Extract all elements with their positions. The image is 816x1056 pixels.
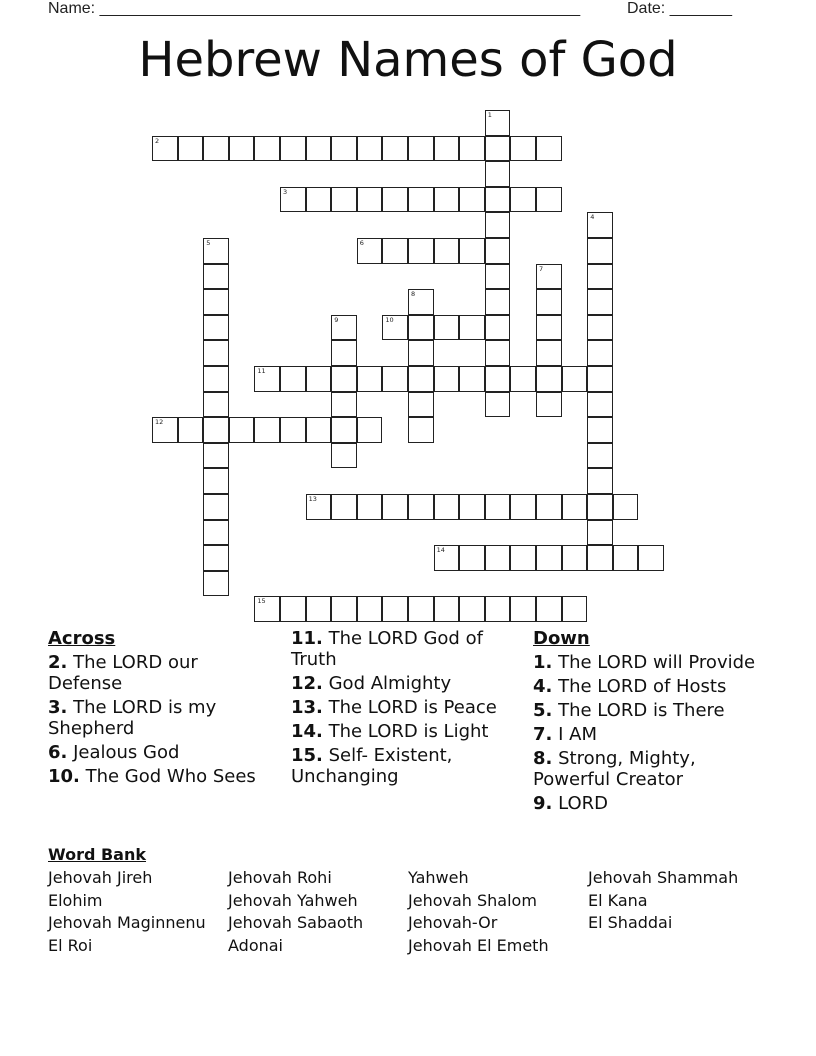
grid-cell[interactable] [254, 417, 280, 443]
word-bank-item: Adonai [228, 936, 283, 955]
grid-cell[interactable] [203, 520, 229, 546]
grid-cell[interactable] [536, 494, 562, 520]
grid-cell[interactable] [485, 340, 511, 366]
clue-number-label: 6. [48, 742, 68, 763]
grid-cell[interactable] [510, 366, 536, 392]
grid-cell[interactable] [459, 315, 485, 341]
clue-number-label: 7. [533, 724, 553, 745]
clue-number-label: 5. [533, 700, 553, 721]
grid-cell[interactable] [510, 187, 536, 213]
clue-number: 6 [359, 239, 364, 247]
grid-cell[interactable] [203, 340, 229, 366]
word-bank-item: Jehovah Shalom [408, 891, 537, 910]
clue-number-label: 14. [291, 721, 323, 742]
grid-cell[interactable] [357, 494, 383, 520]
clue-text: The LORD is Light [322, 721, 489, 742]
grid-cell[interactable] [613, 545, 639, 571]
grid-cell[interactable] [587, 315, 613, 341]
clue-item [533, 676, 758, 697]
grid-cell[interactable] [485, 238, 511, 264]
grid-cell[interactable] [306, 494, 332, 520]
grid-cell[interactable] [408, 315, 434, 341]
clue-text: I AM [552, 724, 597, 745]
grid-cell[interactable] [587, 417, 613, 443]
grid-cell[interactable] [382, 136, 408, 162]
grid-cell[interactable] [434, 238, 460, 264]
grid-cell[interactable] [203, 545, 229, 571]
grid-cell[interactable] [408, 136, 434, 162]
grid-cell[interactable] [331, 392, 357, 418]
grid-cell[interactable] [536, 392, 562, 418]
clue-number: 10 [385, 315, 394, 324]
grid-cell[interactable] [562, 545, 588, 571]
grid-cell[interactable] [587, 289, 613, 315]
grid-cell[interactable] [562, 494, 588, 520]
grid-cell[interactable] [587, 212, 613, 238]
clue-number-label: 9. [533, 793, 553, 814]
grid-cell[interactable] [459, 187, 485, 213]
across-heading: Across [48, 628, 116, 649]
grid-cell[interactable] [485, 161, 511, 187]
grid-cell[interactable] [280, 187, 306, 213]
grid-cell[interactable] [536, 187, 562, 213]
grid-cell[interactable] [152, 417, 178, 443]
grid-cell[interactable] [306, 136, 332, 162]
clue-item [533, 652, 758, 673]
grid-cell[interactable] [408, 494, 434, 520]
grid-cell[interactable] [203, 443, 229, 469]
clue-text: The LORD is my Shepherd [48, 697, 217, 739]
clue-number-label: 2. [48, 652, 68, 673]
grid-cell[interactable] [357, 596, 383, 622]
grid-cell[interactable] [459, 136, 485, 162]
grid-cell[interactable] [408, 289, 434, 315]
word-bank-item: Jehovah Shammah [588, 868, 739, 887]
clue-number: 4 [590, 213, 595, 222]
grid-cell[interactable] [203, 264, 229, 290]
grid-cell[interactable] [485, 366, 511, 392]
clue-number-label: 11. [291, 628, 323, 649]
grid-cell[interactable] [203, 289, 229, 315]
grid-cell[interactable] [485, 494, 511, 520]
grid-cell[interactable] [178, 417, 204, 443]
grid-cell[interactable] [485, 289, 511, 315]
word-bank-item: Elohim [48, 891, 103, 910]
grid-cell[interactable] [587, 238, 613, 264]
grid-cell[interactable] [203, 238, 229, 264]
grid-cell[interactable] [459, 545, 485, 571]
grid-cell[interactable] [203, 494, 229, 520]
grid-cell[interactable] [254, 596, 280, 622]
grid-cell[interactable] [485, 596, 511, 622]
clue-number-label: 10. [48, 766, 80, 787]
grid-cell[interactable] [382, 238, 408, 264]
grid-cell[interactable] [459, 238, 485, 264]
grid-cell[interactable] [203, 136, 229, 162]
clue-number-label: 8. [533, 748, 553, 769]
clue-text: The God Who Sees [79, 766, 256, 787]
grid-cell[interactable] [152, 136, 178, 162]
grid-cell[interactable] [408, 340, 434, 366]
grid-cell[interactable] [510, 545, 536, 571]
grid-cell[interactable] [382, 315, 408, 341]
grid-cell[interactable] [357, 417, 383, 443]
down-heading: Down [533, 628, 590, 649]
across-clues [48, 628, 273, 790]
clue-text: The LORD of Hosts [552, 676, 727, 697]
grid-cell[interactable] [382, 366, 408, 392]
grid-cell[interactable] [331, 136, 357, 162]
grid-cell[interactable] [638, 545, 664, 571]
word-bank-title: Word Bank [48, 845, 147, 864]
clue-text: The LORD is Peace [322, 697, 497, 718]
page-title: Hebrew Names of God [138, 32, 678, 88]
grid-cell[interactable] [485, 264, 511, 290]
grid-cell[interactable] [178, 136, 204, 162]
clue-item [291, 673, 516, 694]
name-field-label: Name: ______________________________________________________ [48, 0, 581, 17]
grid-cell[interactable] [280, 366, 306, 392]
grid-cell[interactable] [485, 212, 511, 238]
clue-number: 15 [257, 597, 266, 606]
grid-cell[interactable] [408, 187, 434, 213]
clue-item [48, 652, 273, 694]
grid-cell[interactable] [485, 187, 511, 213]
grid-cell[interactable] [357, 136, 383, 162]
grid-cell[interactable] [357, 366, 383, 392]
clue-item [533, 724, 758, 745]
grid-cell[interactable] [434, 596, 460, 622]
word-bank-item: Jehovah Rohi [228, 868, 332, 887]
grid-cell[interactable] [203, 571, 229, 597]
grid-cell[interactable] [331, 315, 357, 341]
grid-cell[interactable] [587, 520, 613, 546]
grid-cell[interactable] [434, 315, 460, 341]
word-bank-item: El Shaddai [588, 913, 673, 932]
grid-cell[interactable] [434, 494, 460, 520]
grid-cell[interactable] [408, 392, 434, 418]
across-clues-continued [291, 628, 516, 790]
clue-number: 11 [257, 367, 266, 375]
clue-number-label: 4. [533, 676, 553, 697]
clue-text: LORD [552, 793, 609, 814]
grid-cell[interactable] [459, 366, 485, 392]
word-bank-item: Jehovah El Emeth [408, 936, 549, 955]
grid-cell[interactable] [357, 238, 383, 264]
grid-cell[interactable] [434, 187, 460, 213]
grid-cell[interactable] [510, 494, 536, 520]
clue-number: 1 [487, 111, 492, 119]
clue-number-label: 1. [533, 652, 553, 673]
grid-cell[interactable] [536, 264, 562, 290]
clue-number: 12 [155, 418, 164, 427]
word-bank-item: El Roi [48, 936, 93, 955]
clue-number: 2 [155, 136, 160, 145]
clue-number: 7 [539, 264, 544, 273]
grid-cell[interactable] [536, 315, 562, 341]
grid-cell[interactable] [485, 392, 511, 418]
grid-cell[interactable] [306, 417, 332, 443]
grid-cell[interactable] [510, 136, 536, 162]
clue-text: The LORD God of Truth [291, 628, 483, 670]
clue-number-label: 12. [291, 673, 323, 694]
grid-cell[interactable] [613, 494, 639, 520]
grid-cell[interactable] [510, 596, 536, 622]
grid-cell[interactable] [587, 340, 613, 366]
grid-cell[interactable] [536, 366, 562, 392]
grid-cell[interactable] [357, 187, 383, 213]
clue-item [533, 793, 758, 814]
grid-cell[interactable] [587, 392, 613, 418]
grid-cell[interactable] [280, 136, 306, 162]
grid-cell[interactable] [408, 366, 434, 392]
grid-cell[interactable] [254, 366, 280, 392]
clue-item [291, 745, 516, 787]
clue-text: The LORD our Defense [48, 652, 198, 694]
word-bank-item: El Kana [588, 891, 648, 910]
clue-number: 14 [436, 546, 445, 555]
grid-cell[interactable] [331, 596, 357, 622]
clue-number-label: 3. [48, 697, 68, 718]
grid-cell[interactable] [331, 443, 357, 469]
grid-cell[interactable] [587, 545, 613, 571]
grid-cell[interactable] [562, 596, 588, 622]
grid-cell[interactable] [536, 289, 562, 315]
grid-cell[interactable] [536, 545, 562, 571]
grid-cell[interactable] [331, 494, 357, 520]
clue-text: God Almighty [322, 673, 452, 694]
grid-cell[interactable] [587, 264, 613, 290]
clue-number: 5 [206, 239, 211, 247]
word-bank-item: Jehovah Yahweh [228, 891, 358, 910]
word-bank-item: Jehovah-Or [408, 913, 498, 932]
grid-cell[interactable] [485, 110, 511, 136]
grid-cell[interactable] [203, 417, 229, 443]
clue-text: The LORD will Provide [552, 652, 756, 673]
grid-cell[interactable] [331, 366, 357, 392]
grid-cell[interactable] [587, 468, 613, 494]
grid-cell[interactable] [280, 596, 306, 622]
grid-cell[interactable] [408, 417, 434, 443]
grid-cell[interactable] [306, 187, 332, 213]
clue-number: 3 [283, 187, 288, 196]
grid-cell[interactable] [306, 596, 332, 622]
grid-cell[interactable] [485, 136, 511, 162]
grid-cell[interactable] [587, 443, 613, 469]
grid-cell[interactable] [382, 596, 408, 622]
grid-cell[interactable] [536, 596, 562, 622]
grid-cell[interactable] [331, 340, 357, 366]
word-bank-item: Jehovah Jireh [48, 868, 153, 887]
grid-cell[interactable] [536, 136, 562, 162]
clue-item [291, 721, 516, 742]
grid-cell[interactable] [331, 187, 357, 213]
grid-cell[interactable] [254, 136, 280, 162]
clue-item [533, 748, 758, 790]
clue-item [291, 628, 516, 670]
clue-item [48, 697, 273, 739]
grid-cell[interactable] [408, 238, 434, 264]
grid-cell[interactable] [382, 187, 408, 213]
grid-cell[interactable] [536, 340, 562, 366]
word-bank-item: Yahweh [408, 868, 469, 887]
clue-item [533, 700, 758, 721]
grid-cell[interactable] [408, 596, 434, 622]
clue-number: 9 [334, 315, 339, 324]
grid-cell[interactable] [587, 494, 613, 520]
grid-cell[interactable] [229, 136, 255, 162]
clue-text: Self- Existent, Unchanging [291, 745, 453, 787]
grid-cell[interactable] [485, 545, 511, 571]
grid-cell[interactable] [203, 366, 229, 392]
grid-cell[interactable] [229, 417, 255, 443]
grid-cell[interactable] [562, 366, 588, 392]
grid-cell[interactable] [280, 417, 306, 443]
grid-cell[interactable] [382, 494, 408, 520]
clue-number-label: 13. [291, 697, 323, 718]
grid-cell[interactable] [203, 315, 229, 341]
clue-item [291, 697, 516, 718]
grid-cell[interactable] [331, 417, 357, 443]
grid-cell[interactable] [306, 366, 332, 392]
clue-number: 13 [308, 495, 317, 503]
word-bank-item: Jehovah Maginnenu [48, 913, 206, 932]
grid-cell[interactable] [434, 545, 460, 571]
grid-cell[interactable] [203, 392, 229, 418]
word-bank-item: Jehovah Sabaoth [228, 913, 364, 932]
clue-item [48, 742, 273, 763]
grid-cell[interactable] [485, 315, 511, 341]
grid-cell[interactable] [587, 366, 613, 392]
grid-cell[interactable] [203, 468, 229, 494]
grid-cell[interactable] [459, 494, 485, 520]
grid-cell[interactable] [434, 136, 460, 162]
grid-cell[interactable] [434, 366, 460, 392]
clue-item [48, 766, 273, 787]
clue-text: Jealous God [67, 742, 180, 763]
date-field-label: Date: _______ [627, 0, 732, 17]
grid-cell[interactable] [459, 596, 485, 622]
clue-text: Strong, Mighty, Powerful Creator [533, 748, 696, 790]
clue-number-label: 15. [291, 745, 323, 766]
down-clues [533, 628, 758, 817]
clue-text: The LORD is There [552, 700, 725, 721]
clue-number: 8 [411, 290, 416, 299]
